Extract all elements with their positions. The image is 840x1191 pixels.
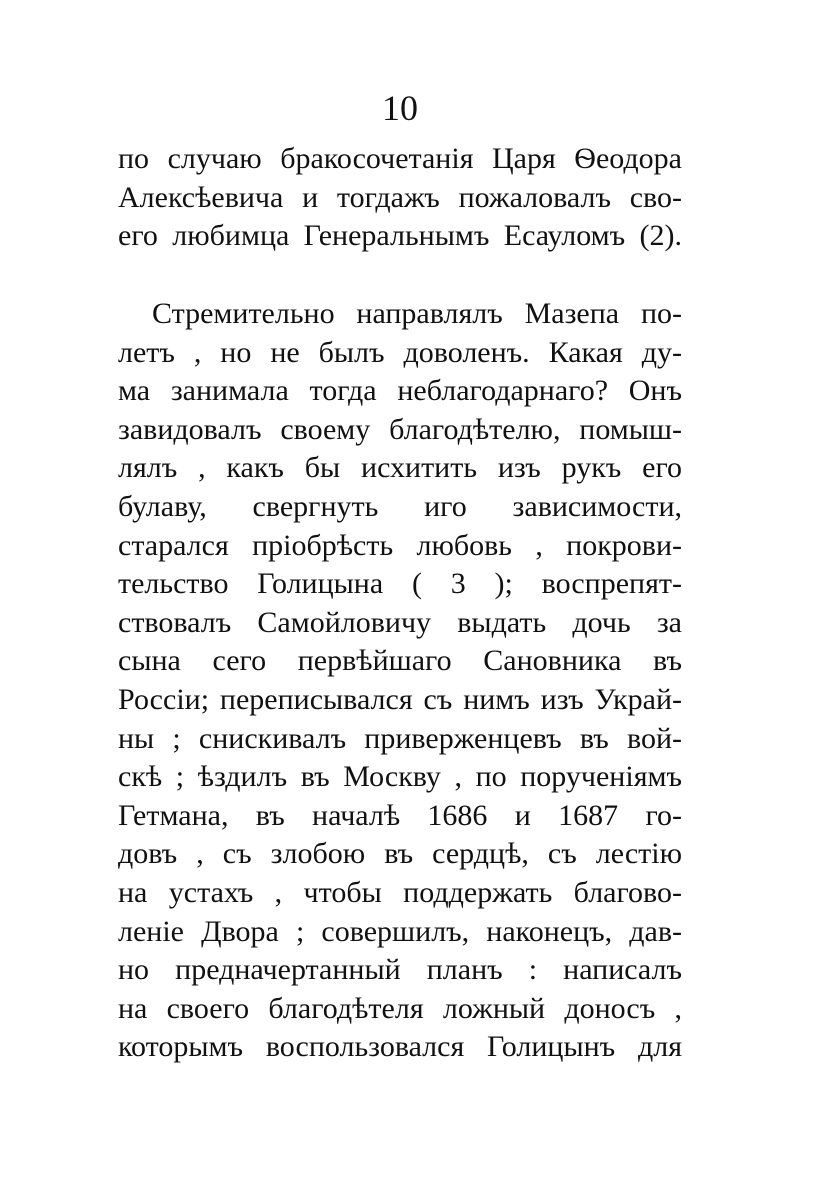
- text-line: которымъ воспользовался Голицынъ для: [118, 1030, 682, 1064]
- text-line: Алексѣевича и тогдажъ пожаловалъ сво-: [118, 180, 682, 214]
- text-line: тельство Голицына ( 3 ); воспрепят-: [118, 567, 682, 601]
- text-line: леніе Двора ; совершилъ, наконецъ, дав-: [118, 914, 682, 948]
- text-line: лялъ , какъ бы исхитить изъ рукъ его: [118, 451, 682, 485]
- paragraph-2: [118, 295, 682, 1067]
- text-line: довъ , съ злобою въ сердцѣ, съ лестію: [118, 837, 682, 871]
- text-line: на своего благодѣтеля ложный доносъ ,: [118, 991, 682, 1025]
- text-line: по случаю бракосочетанія Царя Ѳеодора: [118, 142, 682, 175]
- text-line: булаву, свергнуть иго зависимости,: [118, 489, 682, 523]
- text-line: завидовалъ своему благодѣтелю, помыш-: [118, 412, 682, 446]
- text-line: Стремительно направлялъ Мазепа по-: [152, 297, 682, 330]
- text-line: на устахъ , чтобы поддержать благово-: [118, 875, 682, 909]
- text-line: его любимца Генеральнымъ Есауломъ (2).: [118, 219, 682, 253]
- text-line: Гетмана, въ началѣ 1686 и 1687 го-: [118, 798, 682, 832]
- text-line: Россіи; переписывался съ нимъ изъ Украй-: [118, 682, 682, 716]
- page-number: 10: [382, 88, 418, 128]
- text-line: старался пріобрѣсть любовь , покрови-: [118, 528, 682, 562]
- text-line: ны ; снискивалъ приверженцевъ въ вой-: [118, 721, 682, 755]
- paragraph-1: [118, 140, 682, 256]
- text-line: сына сего первѣйшаго Сановника въ: [118, 644, 682, 678]
- text-line: скѣ ; ѣздилъ въ Москву , по порученіямъ: [118, 760, 682, 794]
- text-line: но предначертанный планъ : написалъ: [118, 953, 682, 987]
- text-line: ма занимала тогда неблагодарнаго? Онъ: [118, 374, 682, 408]
- text-line: летъ , но не былъ доволенъ. Какая ду-: [118, 335, 682, 369]
- text-line: ствовалъ Самойловичу выдать дочь за: [118, 605, 682, 639]
